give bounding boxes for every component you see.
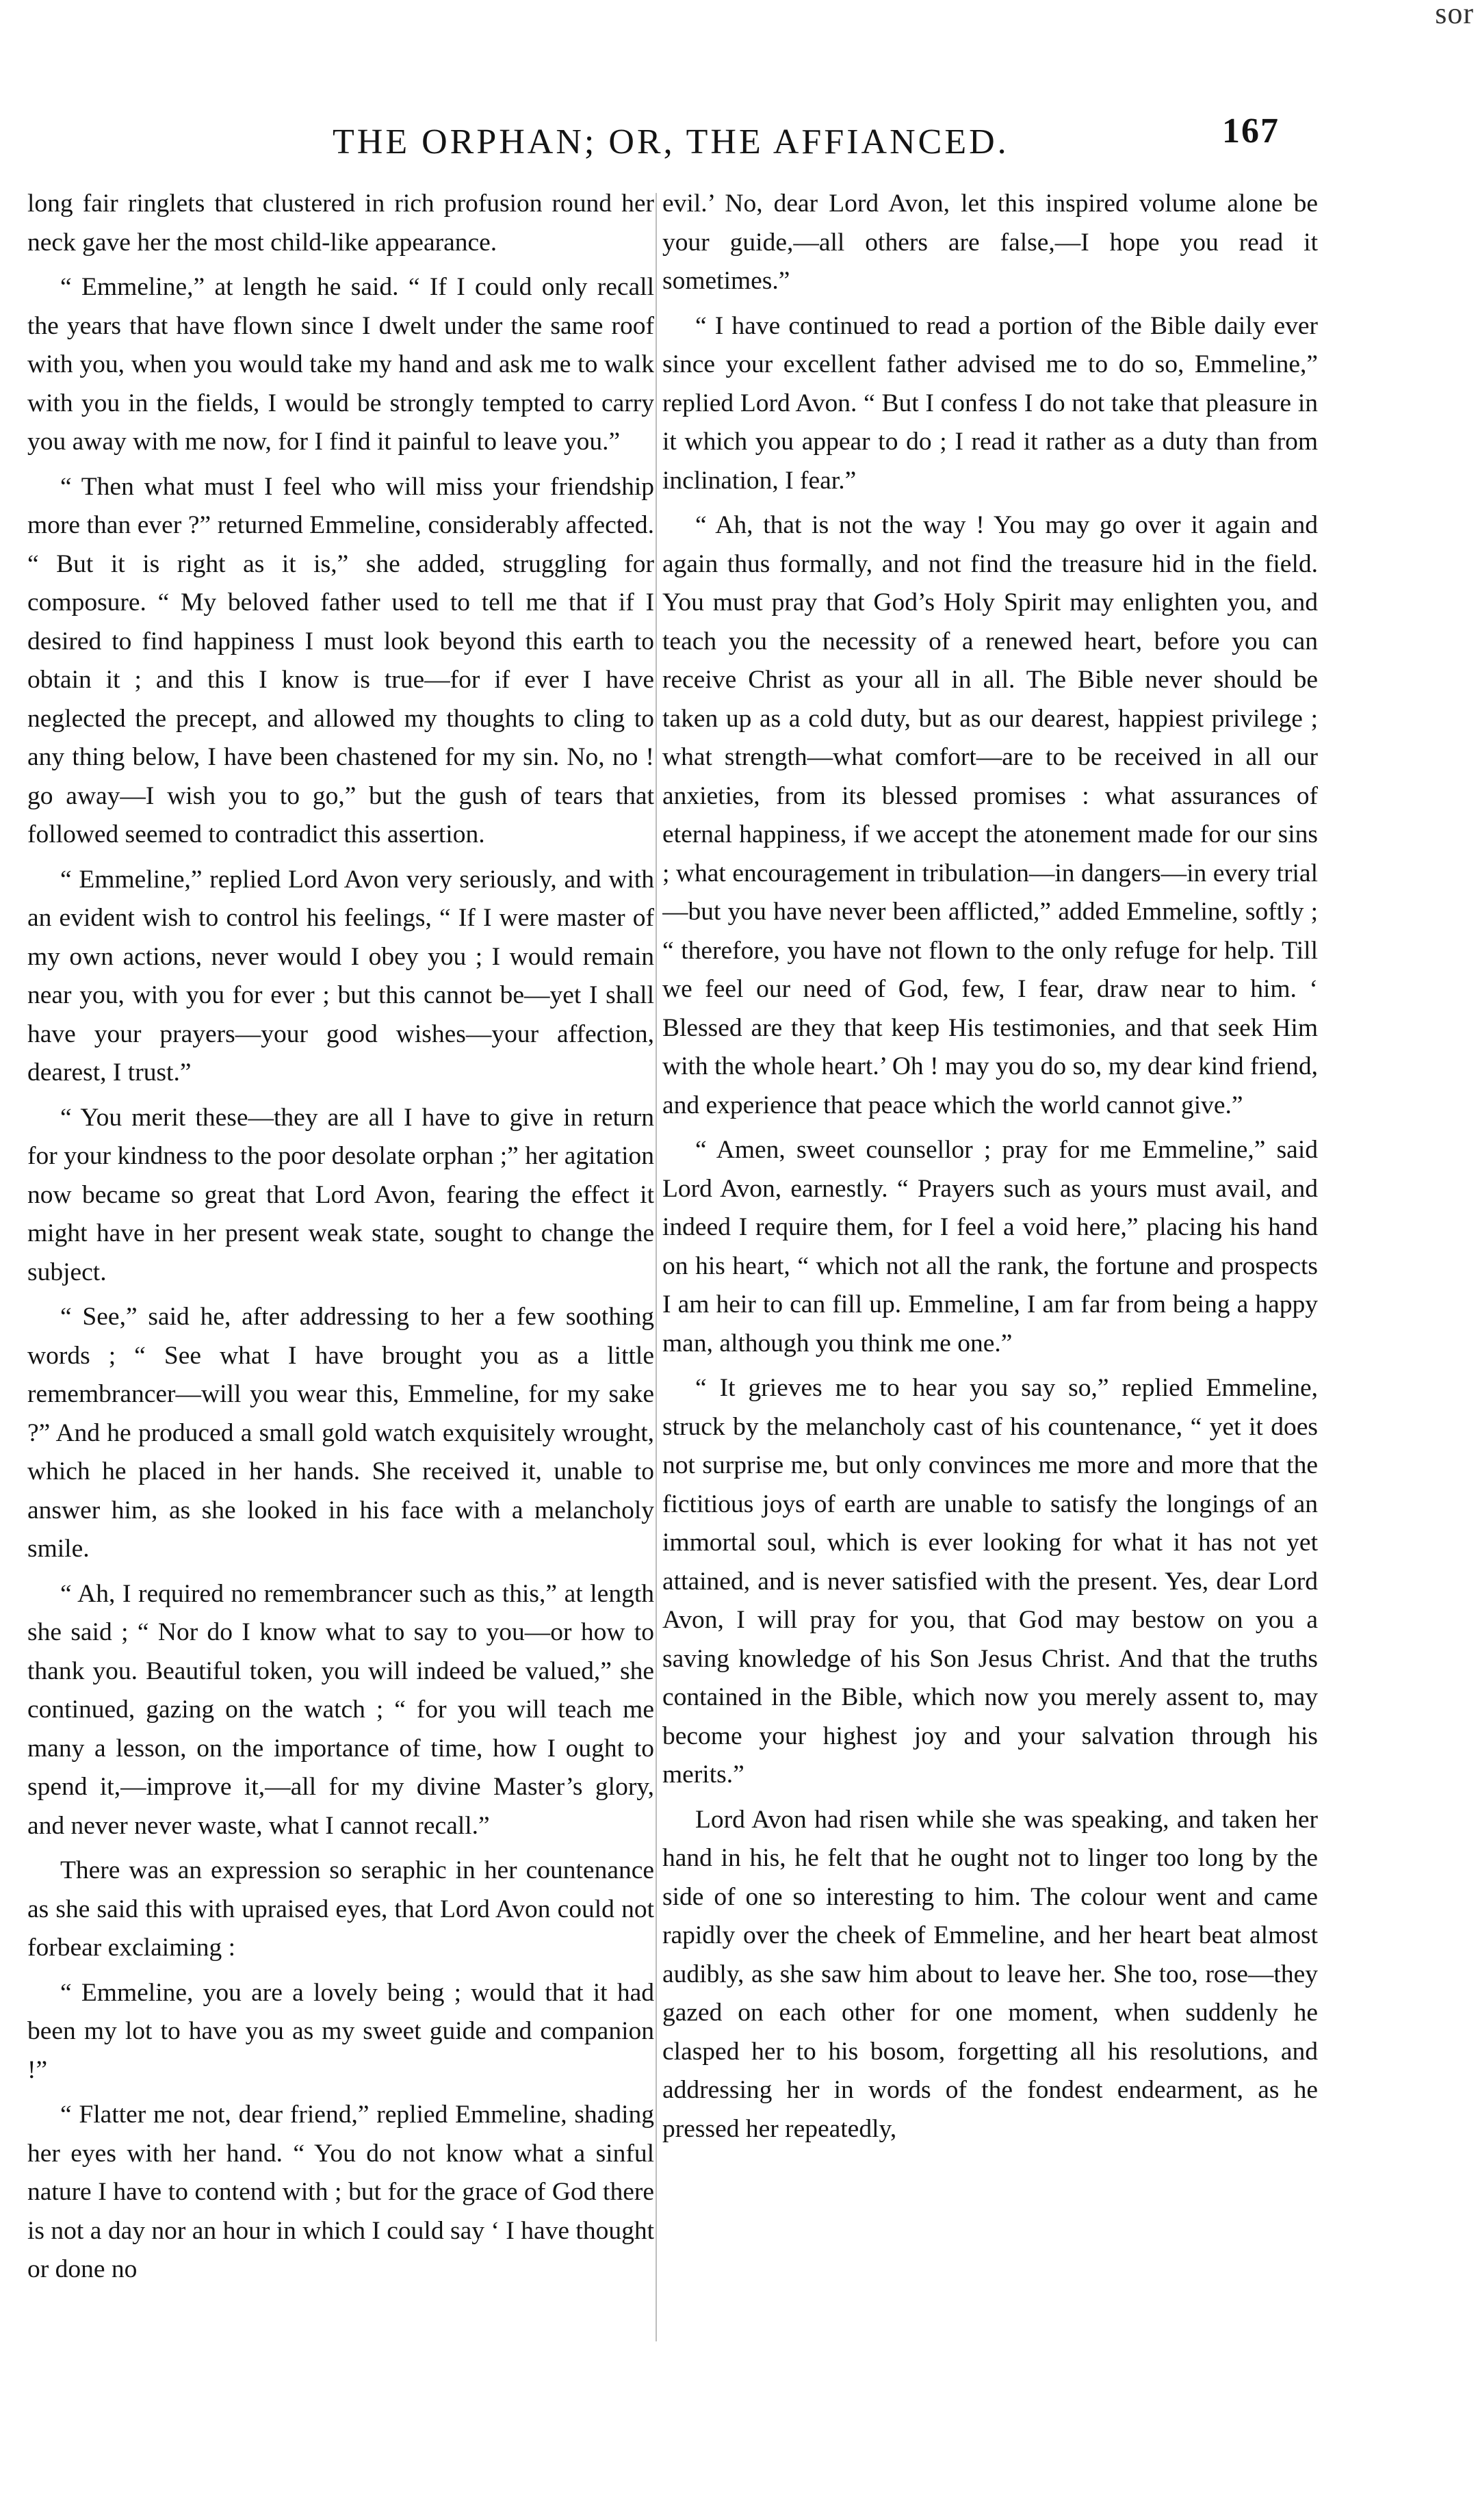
- left-column: [27, 185, 654, 2361]
- running-header: [0, 112, 1478, 170]
- paragraph: “ Amen, sweet counsellor ; pray for me Emmeline,” said Lord Avon, earnestly. “ Prayers such as yours must avail, and indeed I require them, for I feel a void here,” placing his hand on his heart, “ which not all the rank, the fortune and prospects I am heir to can fill up. Emmeline, I am far from being a happy man, although you think me one.”: [662, 1136, 1318, 1358]
- paragraph: “ Flatter me not, dear friend,” replied Emmeline, shading her eyes with her hand. “ You do not know what a sinful nature I have to contend with ; but for the grace of God there is not a day nor an hour in which I could say ‘ I have thought or done no: [27, 2101, 654, 2283]
- running-title: THE ORPHAN; OR, THE AFFIANCED.: [333, 122, 1009, 161]
- page-number: 167: [1222, 112, 1280, 151]
- paragraph: Lord Avon had risen while she was speaking, and taken her hand in his, he felt that he ought not to linger too long by the side of one so interesting to him. The colour went and came rapidly over the cheek of Emmeline, and her heart beat almost audibly, as she saw him about to leave her. She too, rose—they gazed on each other for one moment, when suddenly he clasped her to his bosom, forgetting all his resolutions, and addressing her in words of the fondest endearment, as he pressed her repeatedly,: [662, 1805, 1318, 2143]
- right-column: [662, 185, 1318, 2361]
- paragraph: “ Emmeline,” replied Lord Avon very seriously, and with an evident wish to control his feelings, “ If I were master of my own actions, never would I obey you ; I would remain near you, with you for ever ; but this cannot be—yet I shall have your prayers—your good wishes—your affection, dearest, I trust.”: [27, 865, 654, 1087]
- page-corner-fragment: sor: [1435, 0, 1474, 30]
- paragraph: “ Emmeline, you are a lovely being ; would that it had been my lot to have you as my sweet guide and companion !”: [27, 1978, 654, 2084]
- paragraph: “ Ah, I required no remembrancer such as this,” at length she said ; “ Nor do I know what to say to you—or how to thank you. Beautiful token, you will indeed be valued,” she continued, gazing on the watch ; “ for you will teach me many a lesson, on the importance of time, how I ought to spend it,—improve it,—all for my divine Master’s glory, and never never waste, what I cannot recall.”: [27, 1579, 654, 1840]
- paragraph: “ It grieves me to hear you say so,” replied Emmeline, struck by the melancholy cast of his countenance, “ yet it does not surprise me, but only convinces me more and more that the fictitious joys of earth are unable to satisfy the longings of an immortal soul, which is ever looking for what it has not yet attained, and is never satisfied with the present. Yes, dear Lord Avon, I will pray for you, that God may bestow on you a saving knowledge of his Son Jesus Christ. And that the truths contained in the Bible, which now you merely assent to, may become your highest joy and your salvation through his merits.”: [662, 1374, 1318, 1789]
- column-divider: [656, 193, 657, 2341]
- paragraph: evil.’ No, dear Lord Avon, let this inspired volume alone be your guide,—all others are false,—I hope you read it sometimes.”: [662, 190, 1318, 295]
- paragraph: “ See,” said he, after addressing to her a few soothing words ; “ See what I have brought you as a little remembrancer—will you wear this, Emmeline, for my sake ?” And he produced a small gold watch exquisitely wrought, which he placed in her hands. She received it, unable to answer him, as she looked in his face with a melancholy smile.: [27, 1303, 654, 1563]
- paragraph: “ I have continued to read a portion of the Bible daily ever since your excellent father advised me to do so, Emmeline,” replied Lord Avon. “ But I confess I do not take that pleasure in it which you appear to do ; I read it rather as a duty than from inclination, I fear.”: [662, 311, 1318, 495]
- paragraph: “ Then what must I feel who will miss your friendship more than ever ?” returned Emmeline, considerably affected. “ But it is right as it is,” she added, struggling for composure. “ My beloved father used to tell me that if I desired to find happiness I must look beyond this earth to obtain it ; and this I know is true—for if ever I have neglected the precept, and allowed my thoughts to cling to any thing below, I have been chastened for my sin. No, no ! go away—I wish you to go,” but the gush of tears that followed seemed to contradict this assertion.: [27, 472, 654, 848]
- paragraph: “ Emmeline,” at length he said. “ If I could only recall the years that have flown since I dwelt under the same roof with you, when you would take my hand and ask me to walk with you in the fields, I would be strongly tempted to carry you away with me now, for I find it painful to leave you.”: [27, 273, 654, 456]
- paragraph: “ Ah, that is not the way ! You may go over it again and again thus formally, and not find the treasure hid in the field. You must pray that God’s Holy Spirit may enlighten you, and teach you the necessity of a renewed heart, before you can receive Christ as your all in all. The Bible never should be taken up as a cold duty, but as our dearest, happiest privilege ; what strength—what comfort—are to be received in all our anxieties, from its blessed promises : what assurances of eternal happiness, if we accept the atonement made for our sins ; what encouragement in tribulation—in dangers—in every trial—but you have never been afflicted,” added Emmeline, softly ; “ therefore, you have not flown to the only refuge for help. Till we feel our need of God, few, I fear, draw near to him. ‘ Blessed are they that keep His testimonies, and that seek Him with the whole heart.’ Oh ! may you do so, my dear kind friend, and experience that peace which the world cannot give.”: [662, 511, 1318, 1119]
- paragraph: There was an expression so seraphic in her countenance as she said this with upraised eyes, that Lord Avon could not forbear exclaiming :: [27, 1856, 654, 1962]
- paragraph: long fair ringlets that clustered in rich profusion round her neck gave her the most child-like appearance.: [27, 190, 654, 257]
- paragraph: “ You merit these—they are all I have to give in return for your kindness to the poor desolate orphan ;” her agitation now became so great that Lord Avon, fearing the effect it might have in her present weak state, sought to change the subject.: [27, 1103, 654, 1286]
